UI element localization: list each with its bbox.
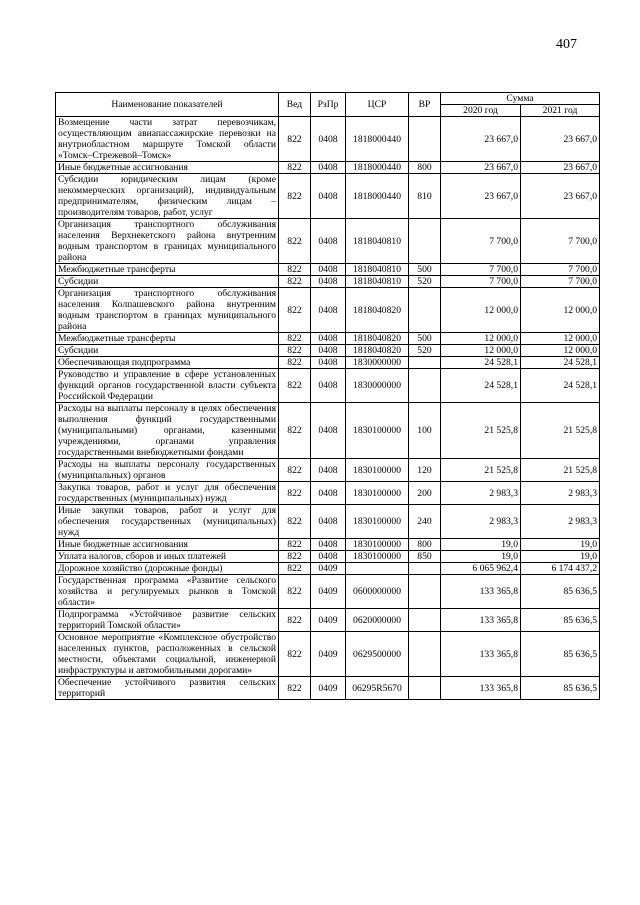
row-ved-cell: 822 [279, 403, 311, 459]
table-row [56, 609, 600, 632]
row-name-cell: Обеспечивающая подпрограмма [56, 357, 279, 369]
row-csr-cell: 0629500000 [346, 632, 409, 677]
table-row [56, 539, 600, 551]
row-2020-cell: 23 667,0 [441, 174, 521, 219]
row-vr-cell: 500 [409, 264, 441, 276]
row-2020-cell: 6 065 962,4 [441, 563, 521, 575]
row-vr-cell [409, 609, 441, 632]
row-csr-cell: 1830100000 [346, 551, 409, 563]
row-2021-cell: 85 636,5 [521, 609, 600, 632]
row-rzpr-cell: 0408 [311, 357, 346, 369]
row-2020-cell: 7 700,0 [441, 219, 521, 264]
row-2020-cell: 24 528,1 [441, 357, 521, 369]
row-name-cell: Расходы на выплаты персоналу в целях обеспечения выполнения функций государственными (муниципальными) органами, казенными учреждениями, органами управления государственными внебюджетными фондами [56, 403, 279, 459]
row-rzpr-cell: 0408 [311, 264, 346, 276]
row-vr-cell [409, 563, 441, 575]
row-rzpr-cell: 0408 [311, 288, 346, 333]
row-ved-cell: 822 [279, 276, 311, 288]
row-rzpr-cell: 0408 [311, 174, 346, 219]
row-csr-cell: 1818000440 [346, 117, 409, 162]
row-2020-cell: 133 365,8 [441, 632, 521, 677]
table-row [56, 459, 600, 482]
row-vr-cell: 800 [409, 539, 441, 551]
row-vr-cell: 500 [409, 333, 441, 345]
table-row [56, 563, 600, 575]
row-csr-cell: 1818040810 [346, 219, 409, 264]
row-2021-cell: 6 174 437,2 [521, 563, 600, 575]
row-name-cell: Закупка товаров, работ и услуг для обеспечения государственных (муниципальных) нужд [56, 482, 279, 505]
row-2020-cell: 23 667,0 [441, 162, 521, 174]
row-vr-cell: 800 [409, 162, 441, 174]
row-csr-cell: 1830100000 [346, 403, 409, 459]
header-sum: Сумма [441, 93, 600, 105]
row-2020-cell: 21 525,8 [441, 403, 521, 459]
row-rzpr-cell: 0409 [311, 575, 346, 609]
row-ved-cell: 822 [279, 174, 311, 219]
row-ved-cell: 822 [279, 264, 311, 276]
row-name-cell: Иные бюджетные ассигнования [56, 539, 279, 551]
row-csr-cell: 06295R5670 [346, 677, 409, 700]
row-ved-cell: 822 [279, 162, 311, 174]
row-name-cell: Межбюджетные трансферты [56, 333, 279, 345]
row-rzpr-cell: 0408 [311, 369, 346, 403]
row-name-cell: Иные закупки товаров, работ и услуг для обеспечения государственных (муниципальных) нужд [56, 505, 279, 539]
row-2021-cell: 85 636,5 [521, 677, 600, 700]
row-rzpr-cell: 0408 [311, 551, 346, 563]
header-2020: 2020 год [441, 105, 521, 117]
row-vr-cell: 120 [409, 459, 441, 482]
table-row [56, 551, 600, 563]
row-2021-cell: 24 528,1 [521, 369, 600, 403]
row-rzpr-cell: 0408 [311, 482, 346, 505]
row-rzpr-cell: 0409 [311, 632, 346, 677]
row-2021-cell: 2 983,3 [521, 505, 600, 539]
table-row [56, 333, 600, 345]
row-csr-cell: 1818000440 [346, 174, 409, 219]
table-row [56, 345, 600, 357]
row-vr-cell [409, 357, 441, 369]
row-vr-cell [409, 117, 441, 162]
table-row [56, 403, 600, 459]
table-row [56, 264, 600, 276]
row-csr-cell: 1830100000 [346, 505, 409, 539]
row-ved-cell: 822 [279, 677, 311, 700]
row-name-cell: Организация транспортного обслуживания населения Колпашевского района внутренним водным транспортом в границах муниципального района [56, 288, 279, 333]
row-csr-cell: 0600000000 [346, 575, 409, 609]
row-vr-cell [409, 219, 441, 264]
table-row [56, 632, 600, 677]
header-2021: 2021 год [521, 105, 600, 117]
row-csr-cell: 1830100000 [346, 539, 409, 551]
table-row [56, 482, 600, 505]
table-row [56, 174, 600, 219]
row-csr-cell: 1818040820 [346, 288, 409, 333]
row-rzpr-cell: 0408 [311, 505, 346, 539]
row-name-cell: Государственная программа «Развитие сельского хозяйства и регулируемых рынков в Томской области» [56, 575, 279, 609]
row-vr-cell: 240 [409, 505, 441, 539]
table-row [56, 575, 600, 609]
row-rzpr-cell: 0408 [311, 459, 346, 482]
row-rzpr-cell: 0408 [311, 162, 346, 174]
row-csr-cell: 1818040810 [346, 264, 409, 276]
row-csr-cell: 1818040810 [346, 276, 409, 288]
header-vr: ВР [409, 93, 441, 117]
row-name-cell: Подпрограмма «Устойчивое развитие сельских территорий Томской области» [56, 609, 279, 632]
row-vr-cell: 850 [409, 551, 441, 563]
row-2020-cell: 12 000,0 [441, 345, 521, 357]
row-ved-cell: 822 [279, 219, 311, 264]
row-ved-cell: 822 [279, 551, 311, 563]
row-2020-cell: 12 000,0 [441, 288, 521, 333]
row-2020-cell: 133 365,8 [441, 677, 521, 700]
row-csr-cell: 1818040820 [346, 333, 409, 345]
row-rzpr-cell: 0409 [311, 609, 346, 632]
row-ved-cell: 822 [279, 369, 311, 403]
row-2021-cell: 19,0 [521, 539, 600, 551]
row-2021-cell: 12 000,0 [521, 345, 600, 357]
row-2021-cell: 21 525,8 [521, 459, 600, 482]
row-ved-cell: 822 [279, 505, 311, 539]
row-rzpr-cell: 0409 [311, 677, 346, 700]
row-2020-cell: 133 365,8 [441, 575, 521, 609]
table-body [56, 117, 600, 700]
row-csr-cell: 1818040820 [346, 345, 409, 357]
table-row [56, 677, 600, 700]
row-csr-cell: 1830100000 [346, 482, 409, 505]
header-ved: Вед [279, 93, 311, 117]
row-ved-cell: 822 [279, 609, 311, 632]
header-csr: ЦСР [346, 93, 409, 117]
row-2020-cell: 21 525,8 [441, 459, 521, 482]
row-2020-cell: 2 983,3 [441, 482, 521, 505]
row-name-cell: Уплата налогов, сборов и иных платежей [56, 551, 279, 563]
table-row [56, 505, 600, 539]
row-rzpr-cell: 0409 [311, 563, 346, 575]
header-rzpr: РзПр [311, 93, 346, 117]
table-row [56, 162, 600, 174]
row-csr-cell: 1830100000 [346, 459, 409, 482]
row-ved-cell: 822 [279, 357, 311, 369]
row-name-cell: Обеспечение устойчивого развития сельских территорий [56, 677, 279, 700]
row-2020-cell: 7 700,0 [441, 276, 521, 288]
row-ved-cell: 822 [279, 117, 311, 162]
row-vr-cell [409, 632, 441, 677]
row-2021-cell: 12 000,0 [521, 333, 600, 345]
row-2021-cell: 7 700,0 [521, 219, 600, 264]
table-row [56, 219, 600, 264]
row-2020-cell: 19,0 [441, 539, 521, 551]
row-2021-cell: 24 528,1 [521, 357, 600, 369]
row-name-cell: Основное мероприятие «Комплексное обустройство населенных пунктов, расположенных в сельской местности, объектами социальной, инженерной инфраструктуры и автомобильными дорогами» [56, 632, 279, 677]
row-ved-cell: 822 [279, 333, 311, 345]
row-2021-cell: 85 636,5 [521, 632, 600, 677]
row-rzpr-cell: 0408 [311, 403, 346, 459]
row-2021-cell: 19,0 [521, 551, 600, 563]
row-vr-cell [409, 369, 441, 403]
row-2020-cell: 7 700,0 [441, 264, 521, 276]
row-rzpr-cell: 0408 [311, 333, 346, 345]
row-2020-cell: 133 365,8 [441, 609, 521, 632]
row-csr-cell: 1818000440 [346, 162, 409, 174]
row-name-cell: Иные бюджетные ассигнования [56, 162, 279, 174]
row-csr-cell: 1830000000 [346, 369, 409, 403]
row-2020-cell: 19,0 [441, 551, 521, 563]
row-vr-cell: 520 [409, 345, 441, 357]
row-ved-cell: 822 [279, 563, 311, 575]
row-name-cell: Организация транспортного обслуживания населения Верхнекетского района внутренним водным транспортом в границах муниципального района [56, 219, 279, 264]
row-vr-cell: 100 [409, 403, 441, 459]
row-csr-cell: 0620000000 [346, 609, 409, 632]
row-2021-cell: 7 700,0 [521, 264, 600, 276]
row-ved-cell: 822 [279, 539, 311, 551]
row-2021-cell: 21 525,8 [521, 403, 600, 459]
row-ved-cell: 822 [279, 632, 311, 677]
row-ved-cell: 822 [279, 459, 311, 482]
row-2021-cell: 12 000,0 [521, 288, 600, 333]
table-row [56, 117, 600, 162]
row-vr-cell: 810 [409, 174, 441, 219]
table-row [56, 369, 600, 403]
row-2021-cell: 23 667,0 [521, 162, 600, 174]
row-rzpr-cell: 0408 [311, 219, 346, 264]
row-2021-cell: 7 700,0 [521, 276, 600, 288]
budget-table [55, 92, 600, 700]
row-2021-cell: 23 667,0 [521, 117, 600, 162]
row-name-cell: Руководство и управление в сфере установленных функций органов государственной власти субъекта Российской Федерации [56, 369, 279, 403]
row-2020-cell: 2 983,3 [441, 505, 521, 539]
row-name-cell: Межбюджетные трансферты [56, 264, 279, 276]
row-name-cell: Субсидии юридическим лицам (кроме некоммерческих организаций), индивидуальным предпринимателям, физическим лицам – производителям товаров, работ, услуг [56, 174, 279, 219]
row-ved-cell: 822 [279, 482, 311, 505]
row-ved-cell: 822 [279, 575, 311, 609]
row-rzpr-cell: 0408 [311, 345, 346, 357]
row-ved-cell: 822 [279, 345, 311, 357]
row-csr-cell [346, 563, 409, 575]
row-vr-cell [409, 677, 441, 700]
row-rzpr-cell: 0408 [311, 276, 346, 288]
row-2021-cell: 23 667,0 [521, 174, 600, 219]
table-row [56, 357, 600, 369]
row-vr-cell: 520 [409, 276, 441, 288]
row-name-cell: Дорожное хозяйство (дорожные фонды) [56, 563, 279, 575]
row-vr-cell [409, 575, 441, 609]
row-2021-cell: 85 636,5 [521, 575, 600, 609]
table-row [56, 276, 600, 288]
row-name-cell: Возмещение части затрат перевозчикам, осуществляющим авиапассажирские перевозки на внутриобластном маршруте Томской области «Томск–Стрежевой–Томск» [56, 117, 279, 162]
row-vr-cell: 200 [409, 482, 441, 505]
header-name: Наименование показателей [56, 93, 279, 117]
row-rzpr-cell: 0408 [311, 117, 346, 162]
row-name-cell: Субсидии [56, 276, 279, 288]
row-name-cell: Расходы на выплаты персоналу государственных (муниципальных) органов [56, 459, 279, 482]
row-2020-cell: 23 667,0 [441, 117, 521, 162]
row-2020-cell: 24 528,1 [441, 369, 521, 403]
row-vr-cell [409, 288, 441, 333]
row-csr-cell: 1830000000 [346, 357, 409, 369]
row-ved-cell: 822 [279, 288, 311, 333]
row-2020-cell: 12 000,0 [441, 333, 521, 345]
table-row [56, 288, 600, 333]
row-name-cell: Субсидии [56, 345, 279, 357]
row-rzpr-cell: 0408 [311, 539, 346, 551]
row-2021-cell: 2 983,3 [521, 482, 600, 505]
page-number: 407 [556, 37, 577, 52]
